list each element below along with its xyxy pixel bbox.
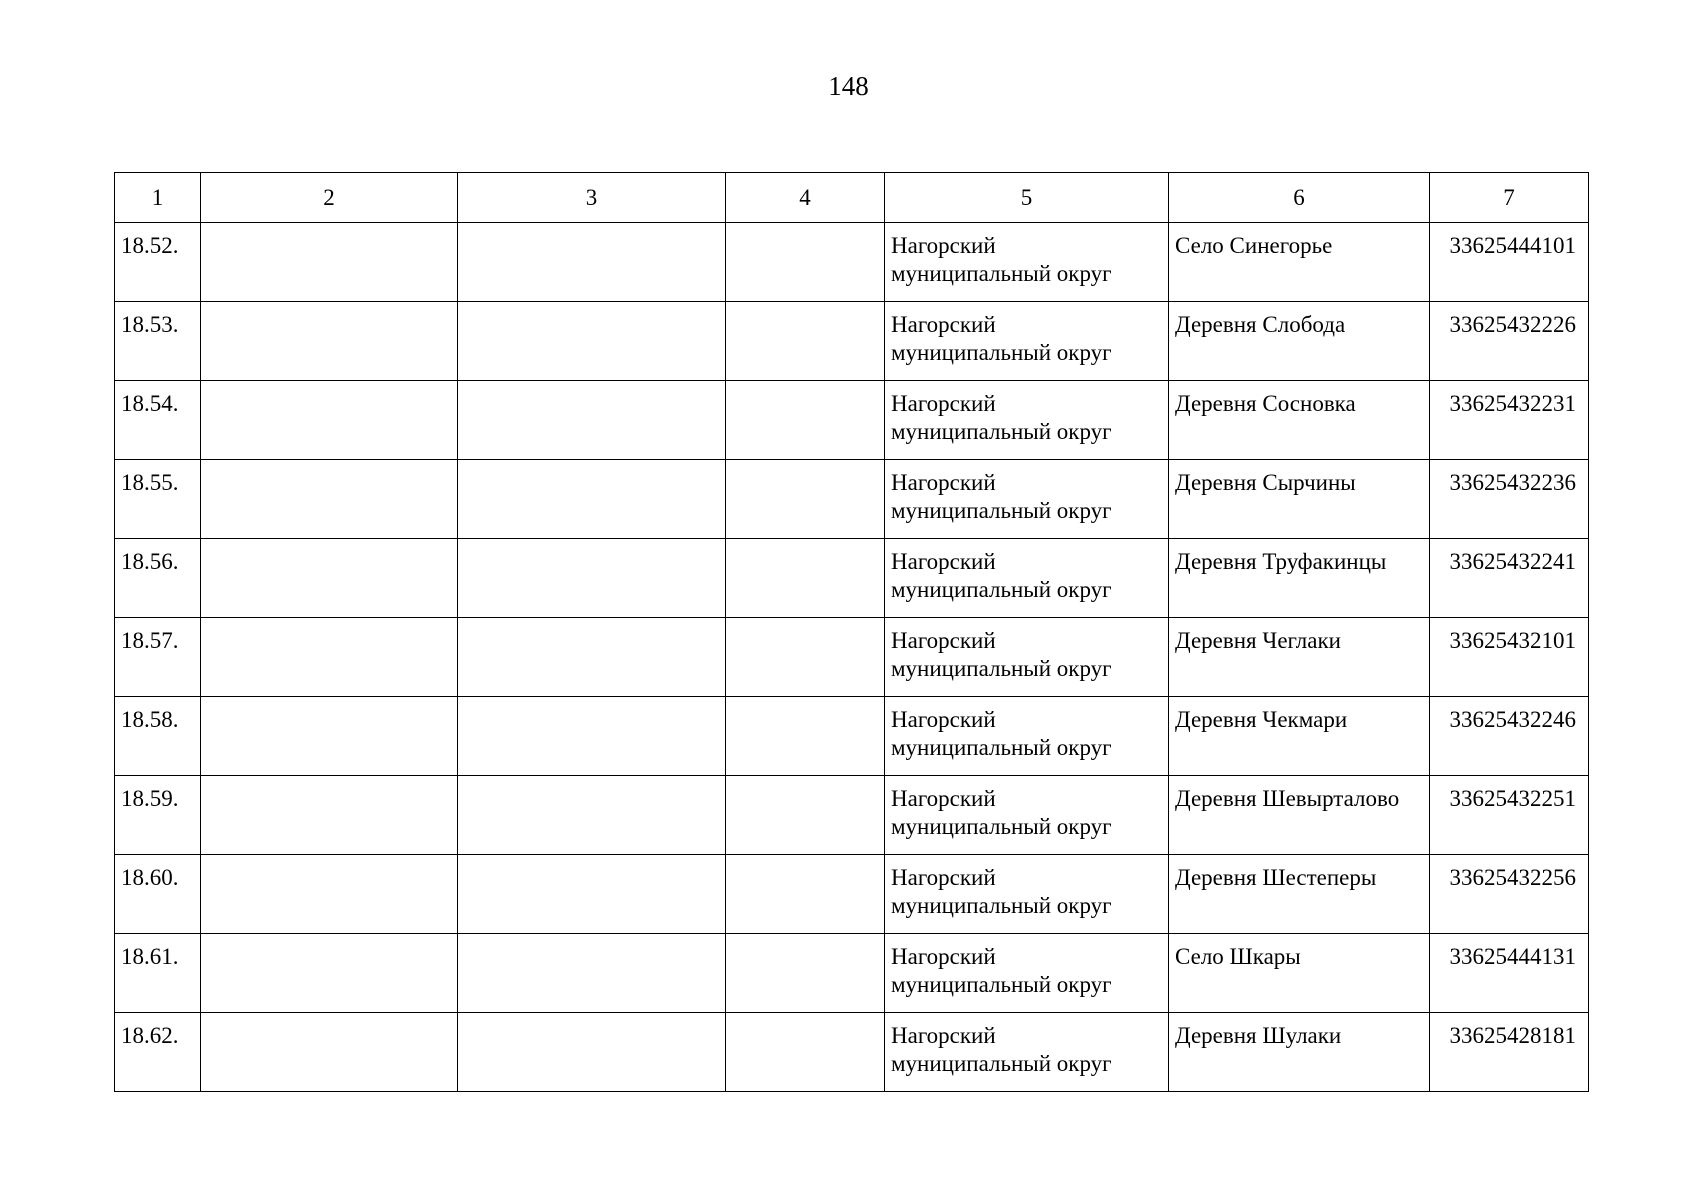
cell-col-4 — [726, 1013, 885, 1092]
cell-col-4 — [726, 618, 885, 697]
cell-col-3 — [458, 855, 726, 934]
column-header-6: 6 — [1169, 173, 1430, 223]
municipality-name: Нагорский — [891, 628, 996, 653]
municipality-cell — [885, 776, 1169, 855]
municipality-name: Нагорский — [891, 233, 996, 258]
cell-col-2 — [201, 539, 458, 618]
settlement-cell: Деревня Сосновка — [1169, 381, 1430, 460]
municipality-cell — [885, 223, 1169, 302]
cell-col-2 — [201, 618, 458, 697]
settlement-cell: Деревня Чеглаки — [1169, 618, 1430, 697]
cell-col-3 — [458, 618, 726, 697]
municipality-name: Нагорский — [891, 470, 996, 495]
row-number-cell: 18.57. — [115, 618, 201, 697]
table-row — [115, 302, 1589, 381]
row-number-cell: 18.58. — [115, 697, 201, 776]
municipality-type: муниципальный округ — [891, 419, 1112, 444]
oktmo-code-cell: 33625432241 — [1430, 539, 1589, 618]
municipality-name: Нагорский — [891, 865, 996, 890]
row-number-cell: 18.59. — [115, 776, 201, 855]
municipality-cell — [885, 1013, 1169, 1092]
settlement-cell: Деревня Шестеперы — [1169, 855, 1430, 934]
cell-col-4 — [726, 776, 885, 855]
oktmo-code-cell: 33625432101 — [1430, 618, 1589, 697]
row-number-cell: 18.60. — [115, 855, 201, 934]
cell-col-3 — [458, 1013, 726, 1092]
settlements-table — [114, 172, 1589, 1092]
municipality-name: Нагорский — [891, 707, 996, 732]
settlement-cell: Деревня Труфакинцы — [1169, 539, 1430, 618]
row-number-cell: 18.54. — [115, 381, 201, 460]
cell-col-3 — [458, 302, 726, 381]
municipality-type: муниципальный округ — [891, 893, 1112, 918]
municipality-type: муниципальный округ — [891, 261, 1112, 286]
table-row — [115, 539, 1589, 618]
municipality-cell — [885, 934, 1169, 1013]
cell-col-2 — [201, 776, 458, 855]
cell-col-2 — [201, 223, 458, 302]
settlement-cell: Деревня Сырчины — [1169, 460, 1430, 539]
table-row — [115, 618, 1589, 697]
cell-col-3 — [458, 381, 726, 460]
oktmo-code-cell: 33625432256 — [1430, 855, 1589, 934]
column-header-1: 1 — [115, 173, 201, 223]
municipality-cell — [885, 618, 1169, 697]
municipality-type: муниципальный округ — [891, 972, 1112, 997]
municipality-cell — [885, 460, 1169, 539]
municipality-type: муниципальный округ — [891, 1051, 1112, 1076]
oktmo-code-cell: 33625432236 — [1430, 460, 1589, 539]
cell-col-2 — [201, 381, 458, 460]
municipality-cell — [885, 855, 1169, 934]
header-row — [115, 173, 1589, 223]
row-number-cell: 18.61. — [115, 934, 201, 1013]
cell-col-4 — [726, 697, 885, 776]
municipality-cell — [885, 381, 1169, 460]
cell-col-3 — [458, 539, 726, 618]
table-row — [115, 855, 1589, 934]
municipality-type: муниципальный округ — [891, 735, 1112, 760]
municipality-cell — [885, 539, 1169, 618]
municipality-name: Нагорский — [891, 944, 996, 969]
row-number-cell: 18.56. — [115, 539, 201, 618]
settlement-cell: Село Шкары — [1169, 934, 1430, 1013]
table-row — [115, 381, 1589, 460]
oktmo-code-cell: 33625428181 — [1430, 1013, 1589, 1092]
settlement-cell: Деревня Шулаки — [1169, 1013, 1430, 1092]
table-body — [115, 223, 1589, 1092]
row-number-cell: 18.62. — [115, 1013, 201, 1092]
municipality-type: муниципальный округ — [891, 498, 1112, 523]
table-row — [115, 697, 1589, 776]
cell-col-2 — [201, 697, 458, 776]
municipality-name: Нагорский — [891, 1023, 996, 1048]
table-header — [115, 173, 1589, 223]
cell-col-2 — [201, 460, 458, 539]
cell-col-2 — [201, 1013, 458, 1092]
settlement-cell: Деревня Шевырталово — [1169, 776, 1430, 855]
table-row — [115, 934, 1589, 1013]
cell-col-4 — [726, 539, 885, 618]
settlement-cell: Деревня Чекмари — [1169, 697, 1430, 776]
cell-col-2 — [201, 855, 458, 934]
municipality-type: муниципальный округ — [891, 656, 1112, 681]
column-header-3: 3 — [458, 173, 726, 223]
oktmo-code-cell: 33625432226 — [1430, 302, 1589, 381]
table-row — [115, 776, 1589, 855]
column-header-2: 2 — [201, 173, 458, 223]
cell-col-4 — [726, 460, 885, 539]
municipality-type: муниципальный округ — [891, 340, 1112, 365]
row-number-cell: 18.55. — [115, 460, 201, 539]
oktmo-code-cell: 33625444131 — [1430, 934, 1589, 1013]
cell-col-3 — [458, 934, 726, 1013]
cell-col-3 — [458, 460, 726, 539]
oktmo-code-cell: 33625444101 — [1430, 223, 1589, 302]
municipality-name: Нагорский — [891, 391, 996, 416]
municipality-name: Нагорский — [891, 786, 996, 811]
cell-col-3 — [458, 223, 726, 302]
settlement-cell: Село Синегорье — [1169, 223, 1430, 302]
cell-col-4 — [726, 223, 885, 302]
cell-col-4 — [726, 302, 885, 381]
cell-col-3 — [458, 697, 726, 776]
column-header-7: 7 — [1430, 173, 1589, 223]
municipality-type: муниципальный округ — [891, 577, 1112, 602]
table-row — [115, 460, 1589, 539]
municipality-type: муниципальный округ — [891, 814, 1112, 839]
oktmo-code-cell: 33625432246 — [1430, 697, 1589, 776]
cell-col-3 — [458, 776, 726, 855]
cell-col-4 — [726, 934, 885, 1013]
municipality-name: Нагорский — [891, 549, 996, 574]
cell-col-4 — [726, 855, 885, 934]
municipality-name: Нагорский — [891, 312, 996, 337]
column-header-5: 5 — [885, 173, 1169, 223]
table-row — [115, 223, 1589, 302]
oktmo-code-cell: 33625432231 — [1430, 381, 1589, 460]
cell-col-2 — [201, 934, 458, 1013]
cell-col-4 — [726, 381, 885, 460]
oktmo-code-cell: 33625432251 — [1430, 776, 1589, 855]
settlement-cell: Деревня Слобода — [1169, 302, 1430, 381]
page-number: 148 — [828, 71, 869, 101]
municipality-cell — [885, 302, 1169, 381]
table-row — [115, 1013, 1589, 1092]
municipality-cell — [885, 697, 1169, 776]
row-number-cell: 18.53. — [115, 302, 201, 381]
row-number-cell: 18.52. — [115, 223, 201, 302]
cell-col-2 — [201, 302, 458, 381]
column-header-4: 4 — [726, 173, 885, 223]
